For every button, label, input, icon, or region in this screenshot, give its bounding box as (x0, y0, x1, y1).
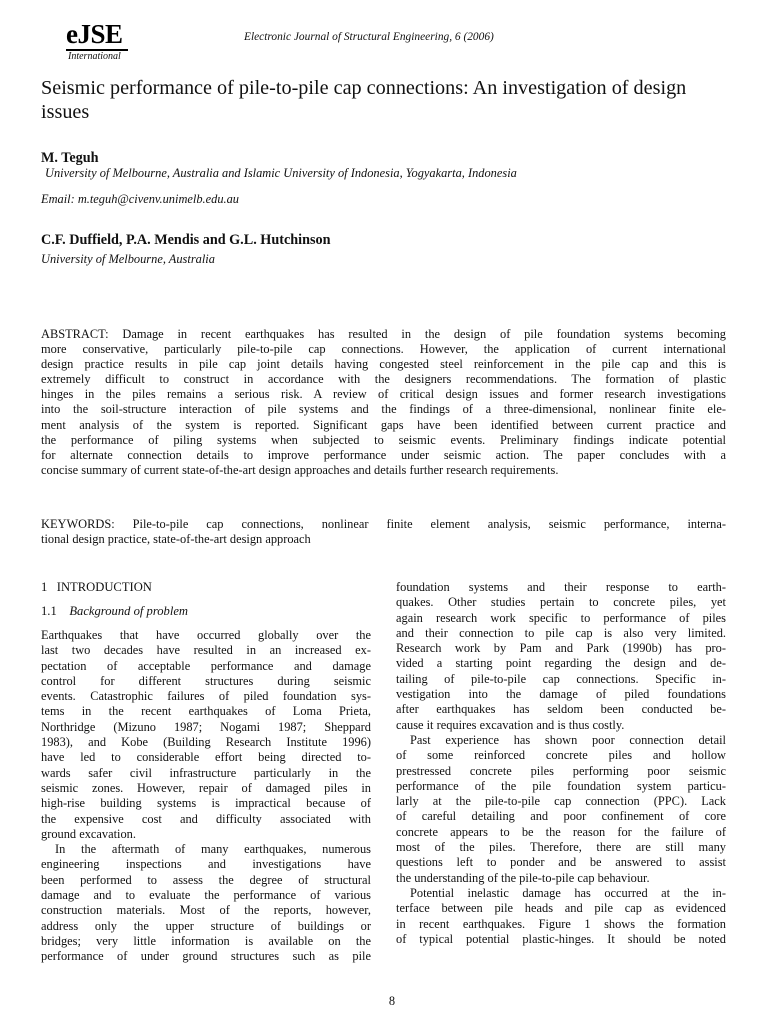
abstract (41, 327, 726, 478)
text-line: high-rise building systems is impractical because of (41, 796, 371, 811)
text-line: have led to considerable effort being directed to- (41, 750, 371, 765)
text-line: larly at the pile-to-pile cap connection (PPC). Lack (396, 794, 726, 809)
text-line: tailing of pile-to-pile cap connections. Specific in- (396, 671, 726, 686)
text-line: terface between pile heads and pile cap as evidenced (396, 901, 726, 916)
text-line: tional design practice, state-of-the-art design approach (41, 532, 311, 547)
page-number: 8 (388, 994, 396, 1008)
text-line: foundation systems and their response to earth- (396, 580, 726, 594)
author-name-1: M. Teguh (41, 150, 99, 166)
text-line: quakes. Other studies pertain to concrete piles, yet (396, 595, 726, 610)
left-column-body (41, 628, 371, 965)
text-line: and their connection to pile cap is also very limited. (396, 625, 726, 640)
subsection-title: Background of problem (69, 604, 189, 618)
text-line: wards safer civil infrastructure particularly in the (41, 765, 371, 780)
text-line: most of the piles. Therefore, there are still many (396, 840, 726, 855)
paper-title: Seismic performance of pile-to-pile cap connections: An investigation of design issues (41, 77, 687, 123)
text-line: seismic zones. However, repair of damaged piles in (41, 780, 371, 795)
section-number: 1 (41, 580, 48, 594)
text-line: ABSTRACT: Damage in recent earthquakes has resulted in the design of pile foundation systems becoming (41, 327, 726, 341)
text-line: cause it requires excavation and is thus costly. (396, 717, 625, 732)
text-line: Research work by Pam and Park (1990b) has pro- (396, 641, 726, 656)
logo-sub: International (68, 51, 121, 62)
text-line: again research work specific to performance of piles (396, 610, 726, 625)
text-line: vestigation into the damage of piled foundations (396, 687, 726, 702)
text-line: engineering inspections and investigations have (41, 857, 371, 872)
text-line: performance of the pile foundation system particu- (396, 778, 726, 793)
text-line: hinges in the piles remains a serious risk. A review of critical design issues and former research investigations (41, 387, 726, 402)
text-line: damage and to evaluate the performance of various (41, 888, 371, 903)
text-line: into the soil-structure interaction of pile systems and the findings of a three-dimensional, nonlinear finite ele- (41, 402, 726, 417)
text-line: in recent earthquakes. Figure 1 shows the formation (396, 916, 726, 931)
text-line: the understanding of the pile-to-pile cap behaviour. (396, 870, 650, 885)
text-line: more conservative, particularly pile-to-pile cap connections. However, the application of current international (41, 342, 726, 357)
text-line: vided a starting point regarding the design and de- (396, 656, 726, 671)
text-line: bridges; very little information is available on the (41, 933, 371, 948)
author-affiliation-1: University of Melbourne, Australia and Islamic University of Indonesia, Yogyakarta, Indonesia (45, 166, 517, 180)
text-line: Earthquakes that have occurred globally over the (41, 628, 371, 642)
text-line: In the aftermath of many earthquakes, numerous (55, 842, 371, 857)
text-line: last two decades have resulted in an increased ex- (41, 643, 371, 658)
text-line: the performance of piling systems when subjected to seismic events. Preliminary findings indicate potential (41, 432, 726, 447)
text-line: the expensive cost and difficulty associated with (41, 811, 371, 826)
keywords (41, 517, 726, 547)
author-email-1: Email: m.teguh@civenv.unimelb.edu.au (41, 192, 240, 206)
text-line: concrete appears to be the reason for the failure of (396, 824, 726, 839)
text-line: 1983), and Kobe (Building Research Institute 1996) (41, 735, 371, 750)
text-line: of typical potential plastic-hinges. It should be noted (396, 931, 726, 946)
logo-main: eJSE (66, 19, 123, 49)
text-line: of careful detailing and poor confinement of core (396, 809, 726, 824)
text-line: for alternate connection details to improve performance under seismic action. The paper concludes with a (41, 447, 726, 462)
text-line: ment analysis of the system is reported. Significant gaps have been identified between current practice and (41, 417, 726, 432)
section-heading (41, 580, 152, 595)
text-line: Potential inelastic damage has occurred at the in- (410, 885, 726, 900)
subsection-number: 1.1 (41, 604, 57, 618)
text-line: prestressed concrete piles performing poor seismic (396, 763, 726, 778)
journal-name: Electronic Journal of Structural Engineering, 6 (2006) (244, 31, 494, 43)
text-line: Northridge (Mizuno 1987; Nogami 1987; Sheppard (41, 719, 371, 734)
text-line: control for different structures during seismic (41, 673, 371, 688)
text-line: KEYWORDS: Pile-to-pile cap connections, nonlinear finite element analysis, seismic performance, interna- (41, 517, 726, 531)
text-line: Past experience has shown poor connection detail (410, 732, 726, 747)
text-line: address only the upper structure of buildings or (41, 918, 371, 933)
author-name-2: C.F. Duffield, P.A. Mendis and G.L. Hutchinson (41, 232, 331, 248)
text-line: construction materials. Most of the reports, however, (41, 903, 371, 918)
text-line: extremely difficult to construct in accordance with the designers recommendations. The formation of plastic (41, 372, 726, 387)
text-line: design practice results in pile cap joint details having congested steel reinforcement in the pile cap and this is (41, 357, 726, 372)
text-line: questions left to ponder and be answered to assist (396, 855, 726, 870)
text-line: performance of under ground structures such as pile (41, 949, 371, 964)
author-affiliation-2: University of Melbourne, Australia (41, 252, 215, 266)
text-line: pectation of acceptable performance and damage (41, 658, 371, 673)
text-line: after earthquakes has seldom been conducted be- (396, 702, 726, 717)
text-line: ground excavation. (41, 826, 136, 841)
text-line: tems in the recent earthquakes of Loma Prieta, (41, 704, 371, 719)
text-line: been performed to assess the degree of structural (41, 872, 371, 887)
section-title: INTRODUCTION (56, 580, 152, 594)
text-line: of some reinforced concrete piles and hollow (396, 748, 726, 763)
subsection-heading (41, 604, 188, 619)
text-line: concise summary of current state-of-the-art design approaches and details further research requirements. (41, 462, 559, 477)
text-line: events. Catastrophic failures of piled foundation sys- (41, 689, 371, 704)
journal-logo (66, 20, 130, 66)
right-column-body (396, 580, 726, 947)
